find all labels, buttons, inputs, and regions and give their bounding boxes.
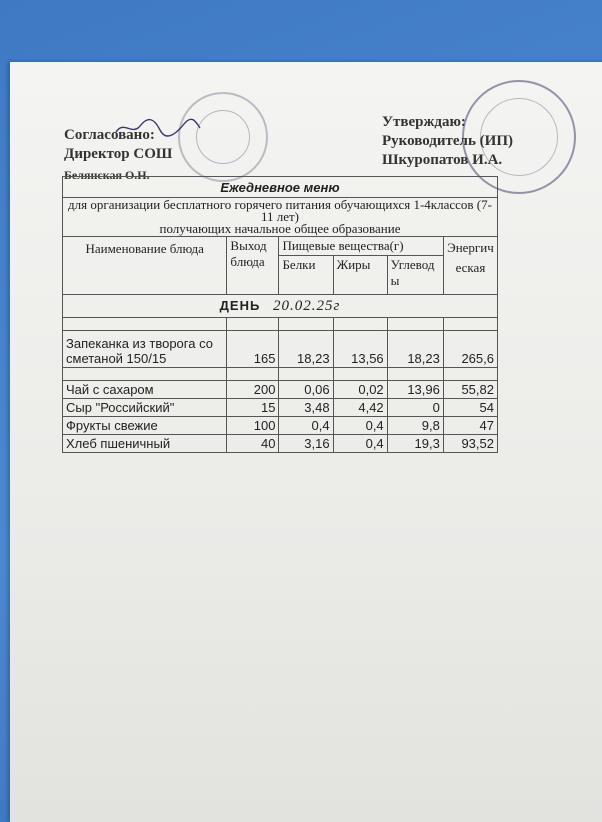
day-label: ДЕНЬ xyxy=(219,297,261,313)
dish-energy: 265,6 xyxy=(443,331,497,368)
manager-title: Руководитель (ИП) xyxy=(382,133,513,149)
header-carbs: Углеводы xyxy=(387,256,443,295)
dish-energy: 93,52 xyxy=(443,435,497,453)
day-date: 20.02.25г xyxy=(272,297,341,314)
approval-label: Согласовано: xyxy=(64,127,155,143)
dish-carbs: 18,23 xyxy=(387,331,443,368)
menu-table xyxy=(62,176,498,453)
header-energy: Энергическая xyxy=(443,237,497,295)
header-name: Наименование блюда xyxy=(63,237,227,295)
header-protein: Белки xyxy=(279,256,333,295)
manager-name: Шкуропатов И.А. xyxy=(382,152,503,168)
dish-name: Хлеб пшеничный xyxy=(63,435,227,453)
dish-fat: 4,42 xyxy=(333,399,387,417)
dish-fat: 0,02 xyxy=(333,381,387,399)
table-row xyxy=(63,435,498,453)
table-row xyxy=(63,399,498,417)
dish-protein: 3,16 xyxy=(279,435,333,453)
dish-energy: 54 xyxy=(443,399,497,417)
paper-sheet xyxy=(10,62,602,822)
dish-fat: 13,56 xyxy=(333,331,387,368)
dish-protein: 0,4 xyxy=(279,417,333,435)
dish-name: Запеканка из творога со сметаной 150/15 xyxy=(63,331,227,368)
dish-fat: 0,4 xyxy=(333,435,387,453)
dish-fat: 0,4 xyxy=(333,417,387,435)
table-row xyxy=(63,381,498,399)
dish-carbs: 13,96 xyxy=(387,381,443,399)
dish-name: Чай с сахаром xyxy=(63,381,227,399)
director-title: Директор СОШ xyxy=(64,146,173,162)
table-row xyxy=(63,331,498,368)
confirm-block xyxy=(382,113,513,170)
dish-protein: 18,23 xyxy=(279,331,333,368)
director-name: Белянская О.Н. xyxy=(64,168,150,182)
header-fat: Жиры xyxy=(333,256,387,295)
confirm-label: Утверждаю: xyxy=(382,114,466,130)
menu-info-line1: для организации бесплатного горячего питания обучающихся 1-4классов (7-11 лет) xyxy=(68,197,492,224)
dish-output: 200 xyxy=(227,381,279,399)
menu-title: Ежедневное меню xyxy=(63,177,498,198)
menu-info-line2: получающих начальное общее образование xyxy=(159,221,401,236)
header-nutrients: Пищевые вещества(г) xyxy=(279,237,443,256)
header-output: Выход блюда xyxy=(227,237,279,295)
dish-output: 15 xyxy=(227,399,279,417)
dish-output: 100 xyxy=(227,417,279,435)
table-row xyxy=(63,417,498,435)
dish-protein: 3,48 xyxy=(279,399,333,417)
dish-energy: 47 xyxy=(443,417,497,435)
dish-name: Сыр "Российский" xyxy=(63,399,227,417)
dish-output: 40 xyxy=(227,435,279,453)
dish-carbs: 9,8 xyxy=(387,417,443,435)
dish-output: 165 xyxy=(227,331,279,368)
dish-carbs: 19,3 xyxy=(387,435,443,453)
dish-energy: 55,82 xyxy=(443,381,497,399)
day-row xyxy=(63,295,498,318)
dish-carbs: 0 xyxy=(387,399,443,417)
dish-protein: 0,06 xyxy=(279,381,333,399)
dish-name: Фрукты свежие xyxy=(63,417,227,435)
menu-info xyxy=(63,198,498,237)
